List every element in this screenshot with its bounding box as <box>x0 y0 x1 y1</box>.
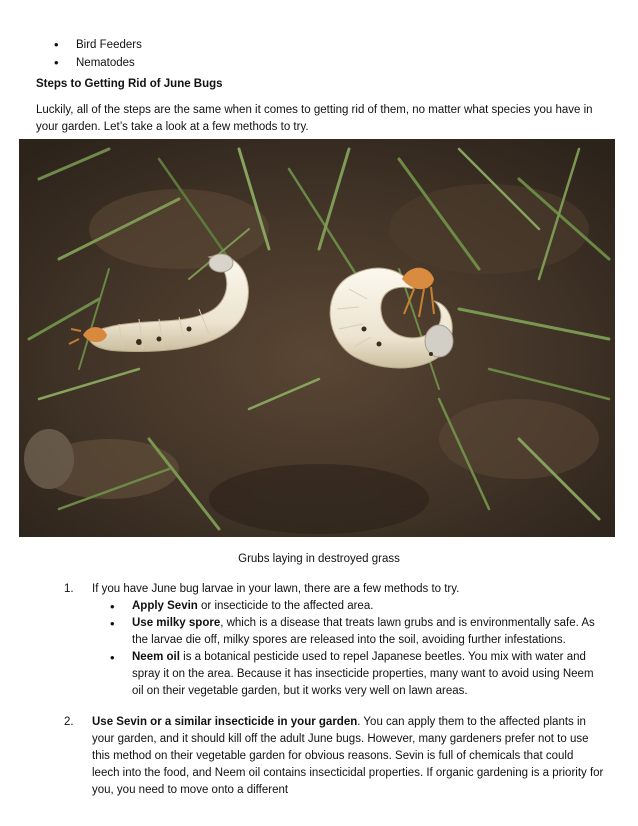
step-number: 2. <box>64 716 74 728</box>
bold-term: Use milky spore <box>132 617 221 629</box>
steps-list <box>64 581 604 799</box>
list-item <box>110 615 604 649</box>
grubs-photo <box>19 139 615 537</box>
top-bullet-list <box>54 36 142 72</box>
step-text: If you have June bug larvae in your lawn, there are a few methods to try. <box>92 583 460 595</box>
sub-list <box>92 598 604 700</box>
step-number: 1. <box>64 583 74 595</box>
list-item <box>64 714 604 799</box>
item-text: , which is a disease that treats lawn grubs and is environmentally safe. As the larvae die off, milky spores are released into the soil, avoiding further infestations. <box>132 617 595 646</box>
photo-caption: Grubs laying in destroyed grass <box>238 553 400 565</box>
grubs-illustration <box>19 139 615 537</box>
item-text: is a botanical pesticide used to repel Japanese beetles. You mix with water and spray it on the area. Because it has insecticide properties, many want to avoid using Neem oil on their vegetable garden, but it works very well on lawn areas. <box>132 651 594 697</box>
list-item: • Bird Feeders <box>54 36 142 54</box>
bold-term: Apply Sevin <box>132 600 198 612</box>
step-text: . You can apply them to the affected plants in your garden, and it should kill off the adult June bugs. However, many gardeners prefer not to use this method on their vegetable garden for obvious reasons. Sevin is full of chemicals that could leech into the food, and Neem oil contains insecticidal properties. If organic gardening is a priority for you, you need to move onto a different <box>92 716 604 796</box>
bold-term: Use Sevin or a similar insecticide in your garden <box>92 716 358 728</box>
intro-paragraph: Luckily, all of the steps are the same when it comes to getting rid of them, no matter what species you have in your garden. Let’s take a look at a few methods to try. <box>36 104 593 133</box>
list-item: • Nematodes <box>54 54 142 72</box>
item-text: or insecticide to the affected area. <box>197 600 374 612</box>
section-heading: Steps to Getting Rid of June Bugs <box>36 78 223 90</box>
list-item <box>110 649 604 700</box>
bold-term: Neem oil <box>132 651 180 663</box>
list-item <box>64 581 604 700</box>
list-item <box>110 598 604 615</box>
